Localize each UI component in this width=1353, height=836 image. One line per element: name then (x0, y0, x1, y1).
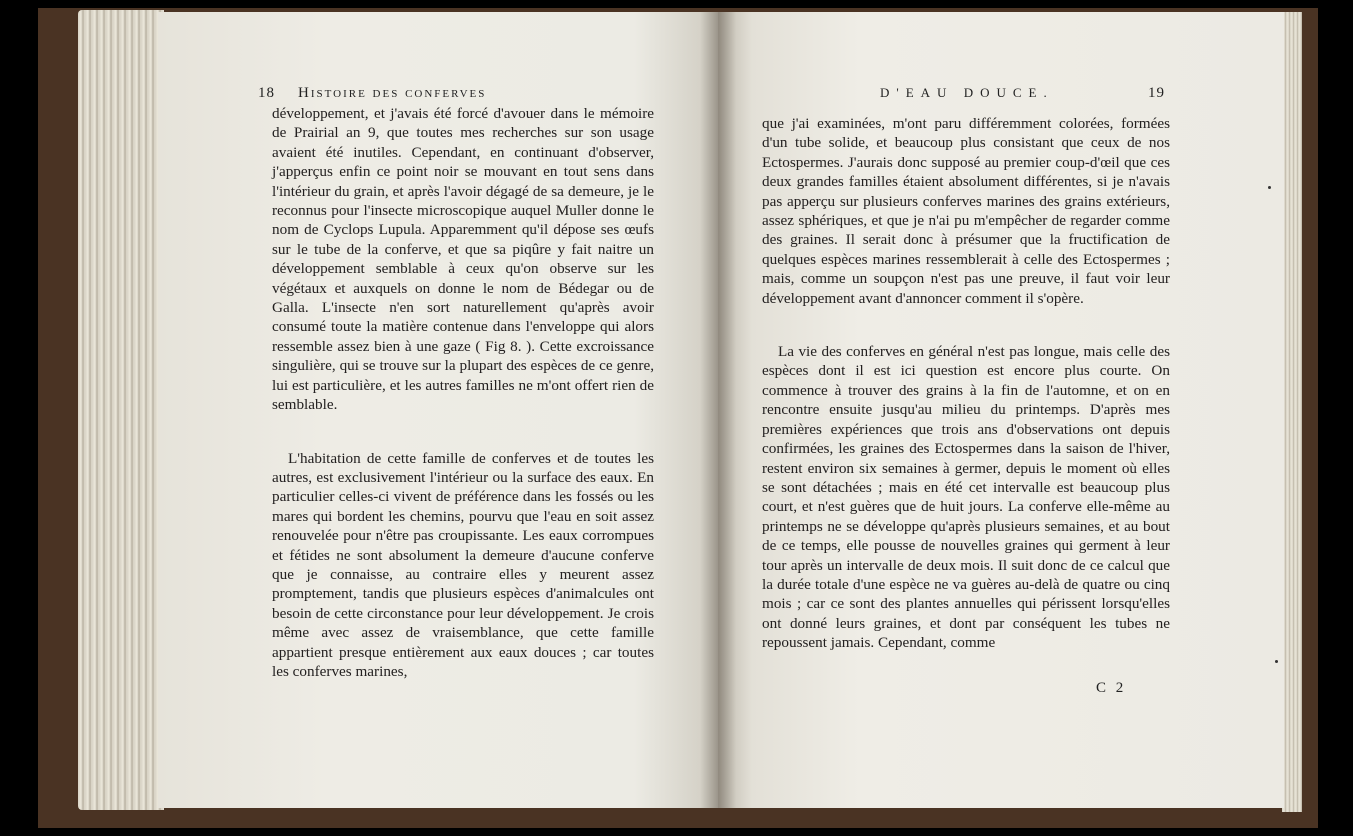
left-paragraph-2: L'habitation de cette famille de conferves et de toutes les autres, est exclusivement l'intérieur ou la surface des eaux. En particulier celles-ci vivent de préférence dans les fossés ou les mares qui bordent les chemins, pourvu que l'eau en soit assez renouvelée pour n'être pas croupissante. Les eaux corrompues et fétides ne sont absolument la demeure d'aucune conferve que je connaisse, au contraire elles y meurent assez promptement, tandis que plusieurs espèces d'animalcules ont besoin de cette circonstance pour leur développement. Je crois même avec assez de vraisemblance, que cette famille appartient presque entièrement aux eaux douces ; car toutes les conferves marines, (272, 449, 654, 680)
signature-mark: C 2 (1096, 680, 1127, 696)
right-running-head (880, 85, 1165, 105)
right-page-number: 19 (1148, 85, 1165, 101)
left-running-head (258, 85, 558, 105)
page-edges-left (78, 10, 164, 810)
left-paragraph-1: développement, et j'avais été forcé d'avouer dans le mémoire de Prairial an 9, que toutes mes recherches sur son usage avaient été inutiles. Cependant, en continuant d'observer, j'apperçus enfin ce point noir se mouvant en tout sens dans l'intérieur du grain, et après l'avoir dégagé de sa demeure, je le reconnus pour l'insecte microscopique auquel Muller donne le nom de Cyclops Lupula. Apparemment qu'il dépose ses œufs sur le tube de la conferve, et que sa piqûre y fait naitre un développement semblable à ceux qu'on observe sur les végétaux et auxquels on donne le nom de Bédegar ou de Galla. L'insecte n'en sort naturellement qu'après avoir consumé toute la matière contenue dans l'enveloppe qui alors ressemble assez bien à une gaze ( Fig 8. ). Cette excroissance singulière, qui se trouve sur la plupart des espèces de ce genre, lui est particulière, et les autres familles ne m'ont offert rien de semblable. (272, 105, 654, 414)
speck (1275, 660, 1278, 663)
right-page-body (762, 114, 1170, 653)
page-edges-right (1282, 12, 1302, 812)
left-running-title: Histoire des conferves (298, 85, 487, 101)
left-page-body (272, 104, 654, 681)
paragraph-gap (762, 308, 1170, 342)
right-paragraph-1: que j'ai examinées, m'ont paru différemment colorées, formées d'un tube solide, et beaucoup plus consistant que ceux de nos Ectospermes. J'aurais donc supposé au premier coup-d'œil que ces deux grandes familles étaient absolument différentes, si je n'avais pas apperçu sur plusieurs conferves marines des grains extérieurs, assez sphériques, et que je n'ai pu m'empêcher de regarder comme des graines. Il serait donc à présumer que la fructification de quelques espèces marines ressemblerait à celle des Ectospermes ; mais, comme un soupçon n'est pas une preuve, il faut voir leur développement avant d'annoncer comment il s'opère. (762, 115, 1170, 307)
paragraph-gap (272, 415, 654, 449)
right-paragraph-2: La vie des conferves en général n'est pas longue, mais celle des espèces dont il est ici question est encore plus courte. On commence à trouver des grains à la fin de l'automne, et on en rencontre ensuite jusqu'au milieu du printemps. D'après mes premières expériences que trois ans d'observations ont depuis confirmées, les graines des Ectospermes dans la saison de l'hiver, restent environ six semaines à germer, depuis le moment où elles se sont détachées ; mais en été cet intervalle est beaucoup plus court, et n'est guères que de huit jours. La conferve elle-même au printemps ne se développe qu'après plusieurs semaines, et au bout de ce temps, elle pousse de nouvelles graines qui germent à leur tour après un intervalle de deux mois. Il suit donc de ce calcul que la durée totale d'une espèce ne va guères au-delà de quatre ou cinq mois ; car ce sont des plantes annuelles qui périssent lorsqu'elles ont donné leurs graines, et dont par conséquent les tubes ne repoussent jamais. Cependant, comme (762, 343, 1170, 652)
speck (1268, 186, 1271, 189)
left-page-number: 18 (258, 85, 275, 101)
right-running-title: D'EAU DOUCE. (880, 85, 1054, 100)
